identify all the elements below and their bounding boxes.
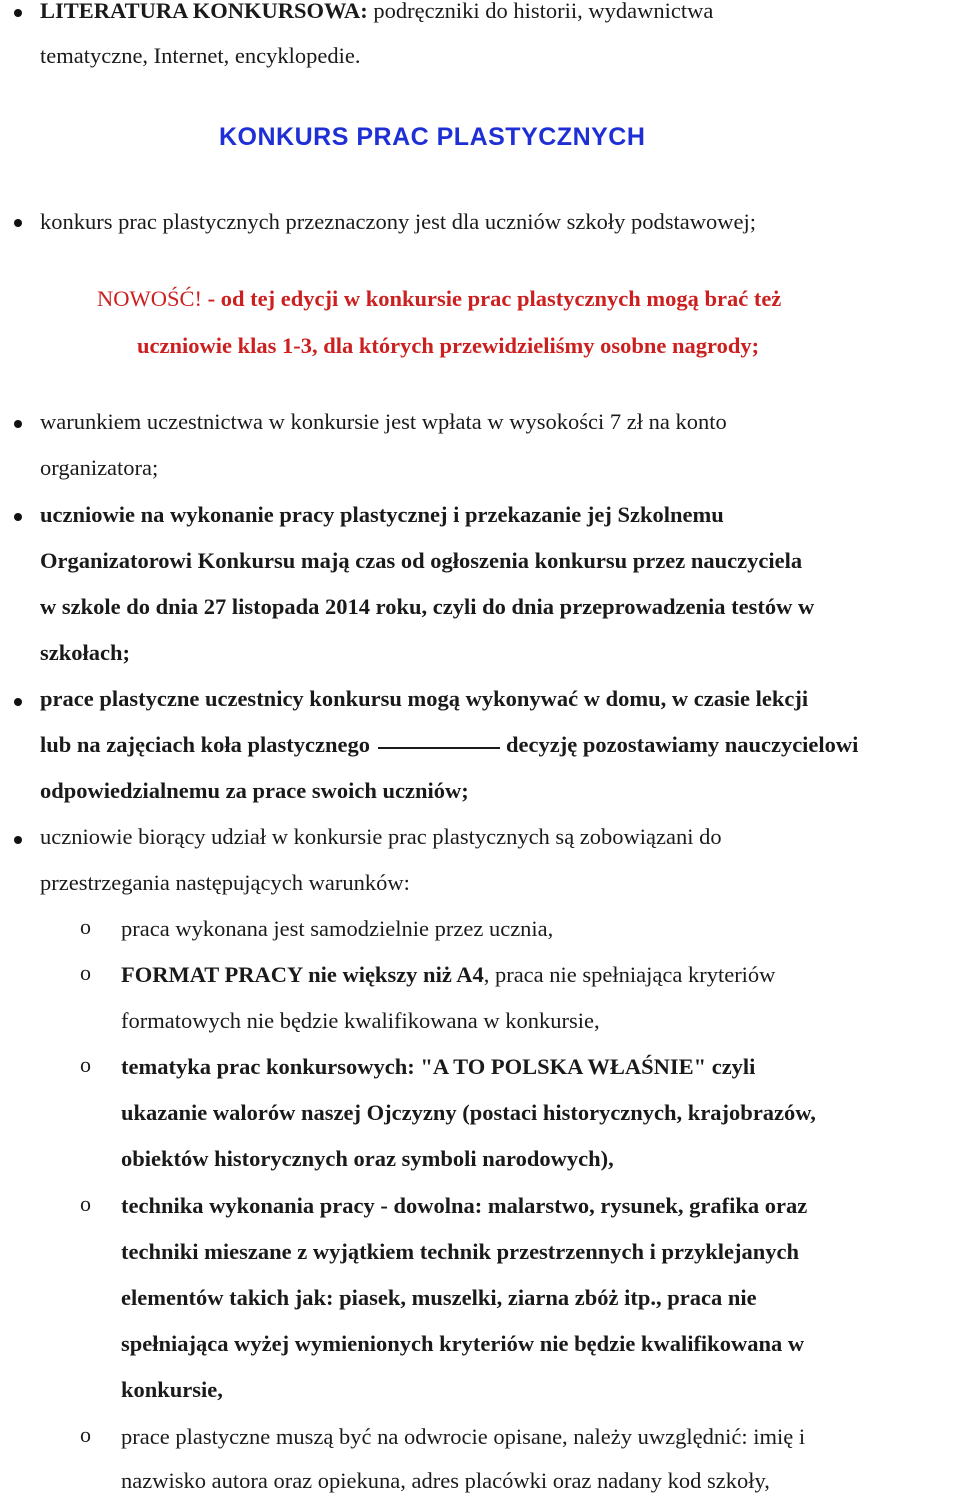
bullet-marker [14, 836, 22, 844]
sub-item-text: ukazanie walorów naszej Ojczyzny (postaci historycznych, krajobrazów, [121, 1100, 816, 1125]
bullet-text: szkołach; [40, 640, 130, 665]
nowosc-text: - od tej edycji w konkursie prac plastycznych mogą brać też [202, 286, 782, 311]
bullet-marker [14, 420, 22, 428]
bullet-text-with-dash [40, 730, 858, 760]
bullet-text: Organizatorowi Konkursu mają czas od ogłoszenia konkursu przez nauczyciela [40, 548, 803, 573]
bullet-text: konkurs prac plastycznych przeznaczony jest dla uczniów szkoły podstawowej; [40, 209, 757, 234]
bullet-marker [14, 9, 22, 17]
sub-item-text: konkursie, [121, 1377, 223, 1402]
sub-bullet-marker: o [80, 914, 91, 939]
sub-bullet-marker: o [80, 1052, 91, 1077]
underline-dash [378, 747, 500, 749]
nowosc-line-2: uczniowie klas 1-3, dla których przewidzieliśmy osobne nagrody; [137, 333, 760, 358]
bullet-marker [14, 219, 22, 227]
sub-item-text [121, 960, 775, 990]
sub-bullet-marker: o [80, 960, 91, 985]
sub-item-text: tematyka prac konkursowych: "A TO POLSKA WŁAŚNIE" czyli [121, 1054, 756, 1079]
sub-item-text: elementów takich jak: piasek, muszelki, ziarna zbóż itp., praca nie [121, 1285, 757, 1310]
section-heading: KONKURS PRAC PLASTYCZNYCH [219, 123, 646, 151]
sub-item-text: spełniająca wyżej wymienionych kryteriów nie będzie kwalifikowana w [121, 1331, 805, 1356]
bullet-text-part: decyzję pozostawiamy nauczycielowi [506, 732, 859, 757]
bullet-text: odpowiedzialnemu za prace swoich uczniów; [40, 778, 469, 803]
literatura-paragraph-line-2: tematyczne, Internet, encyklopedie. [40, 43, 361, 68]
sub-item-text: prace plastyczne muszą być na odwrocie opisane, należy uwzględnić: imię i [121, 1424, 806, 1449]
literatura-text: podręczniki do historii, wydawnictwa [367, 0, 714, 23]
literatura-label: LITERATURA KONKURSOWA: [40, 0, 368, 23]
sub-item-text: nazwisko autora oraz opiekuna, adres placówki oraz nadany kod szkoły, [121, 1468, 770, 1493]
bullet-text: prace plastyczne uczestnicy konkursu mogą wykonywać w domu, w czasie lekcji [40, 686, 809, 711]
nowosc-label: NOWOŚĆ! [97, 286, 202, 311]
literatura-paragraph-line-1 [40, 0, 713, 26]
bullet-text: przestrzegania następujących warunków: [40, 870, 410, 895]
sub-item-text: techniki mieszane z wyjątkiem technik przestrzennych i przyklejanych [121, 1239, 800, 1264]
bullet-text-part: lub na zajęciach koła plastycznego [40, 732, 370, 757]
sub-bullet-marker: o [80, 1422, 91, 1447]
bullet-text: uczniowie na wykonanie pracy plastycznej i przekazanie jej Szkolnemu [40, 502, 724, 527]
sub-item-text: praca wykonana jest samodzielnie przez ucznia, [121, 916, 554, 941]
sub-item-text: technika wykonania pracy - dowolna: malarstwo, rysunek, grafika oraz [121, 1193, 808, 1218]
bullet-text: uczniowie biorący udział w konkursie prac plastycznych są zobowiązani do [40, 824, 722, 849]
format-bold-text: FORMAT PRACY nie większy niż A4 [121, 962, 484, 987]
bullet-marker [14, 698, 22, 706]
nowosc-line-1 [97, 284, 781, 314]
sub-item-text: obiektów historycznych oraz symboli narodowych), [121, 1146, 614, 1171]
sub-item-text: formatowych nie będzie kwalifikowana w konkursie, [121, 1008, 600, 1033]
bullet-marker [14, 513, 22, 521]
sub-bullet-marker: o [80, 1191, 91, 1216]
bullet-text: warunkiem uczestnictwa w konkursie jest wpłata w wysokości 7 zł na konto [40, 409, 727, 434]
bullet-text: w szkole do dnia 27 listopada 2014 roku, czyli do dnia przeprowadzenia testów w [40, 594, 815, 619]
bullet-text: organizatora; [40, 455, 159, 480]
format-rest-text: , praca nie spełniająca kryteriów [483, 962, 776, 987]
